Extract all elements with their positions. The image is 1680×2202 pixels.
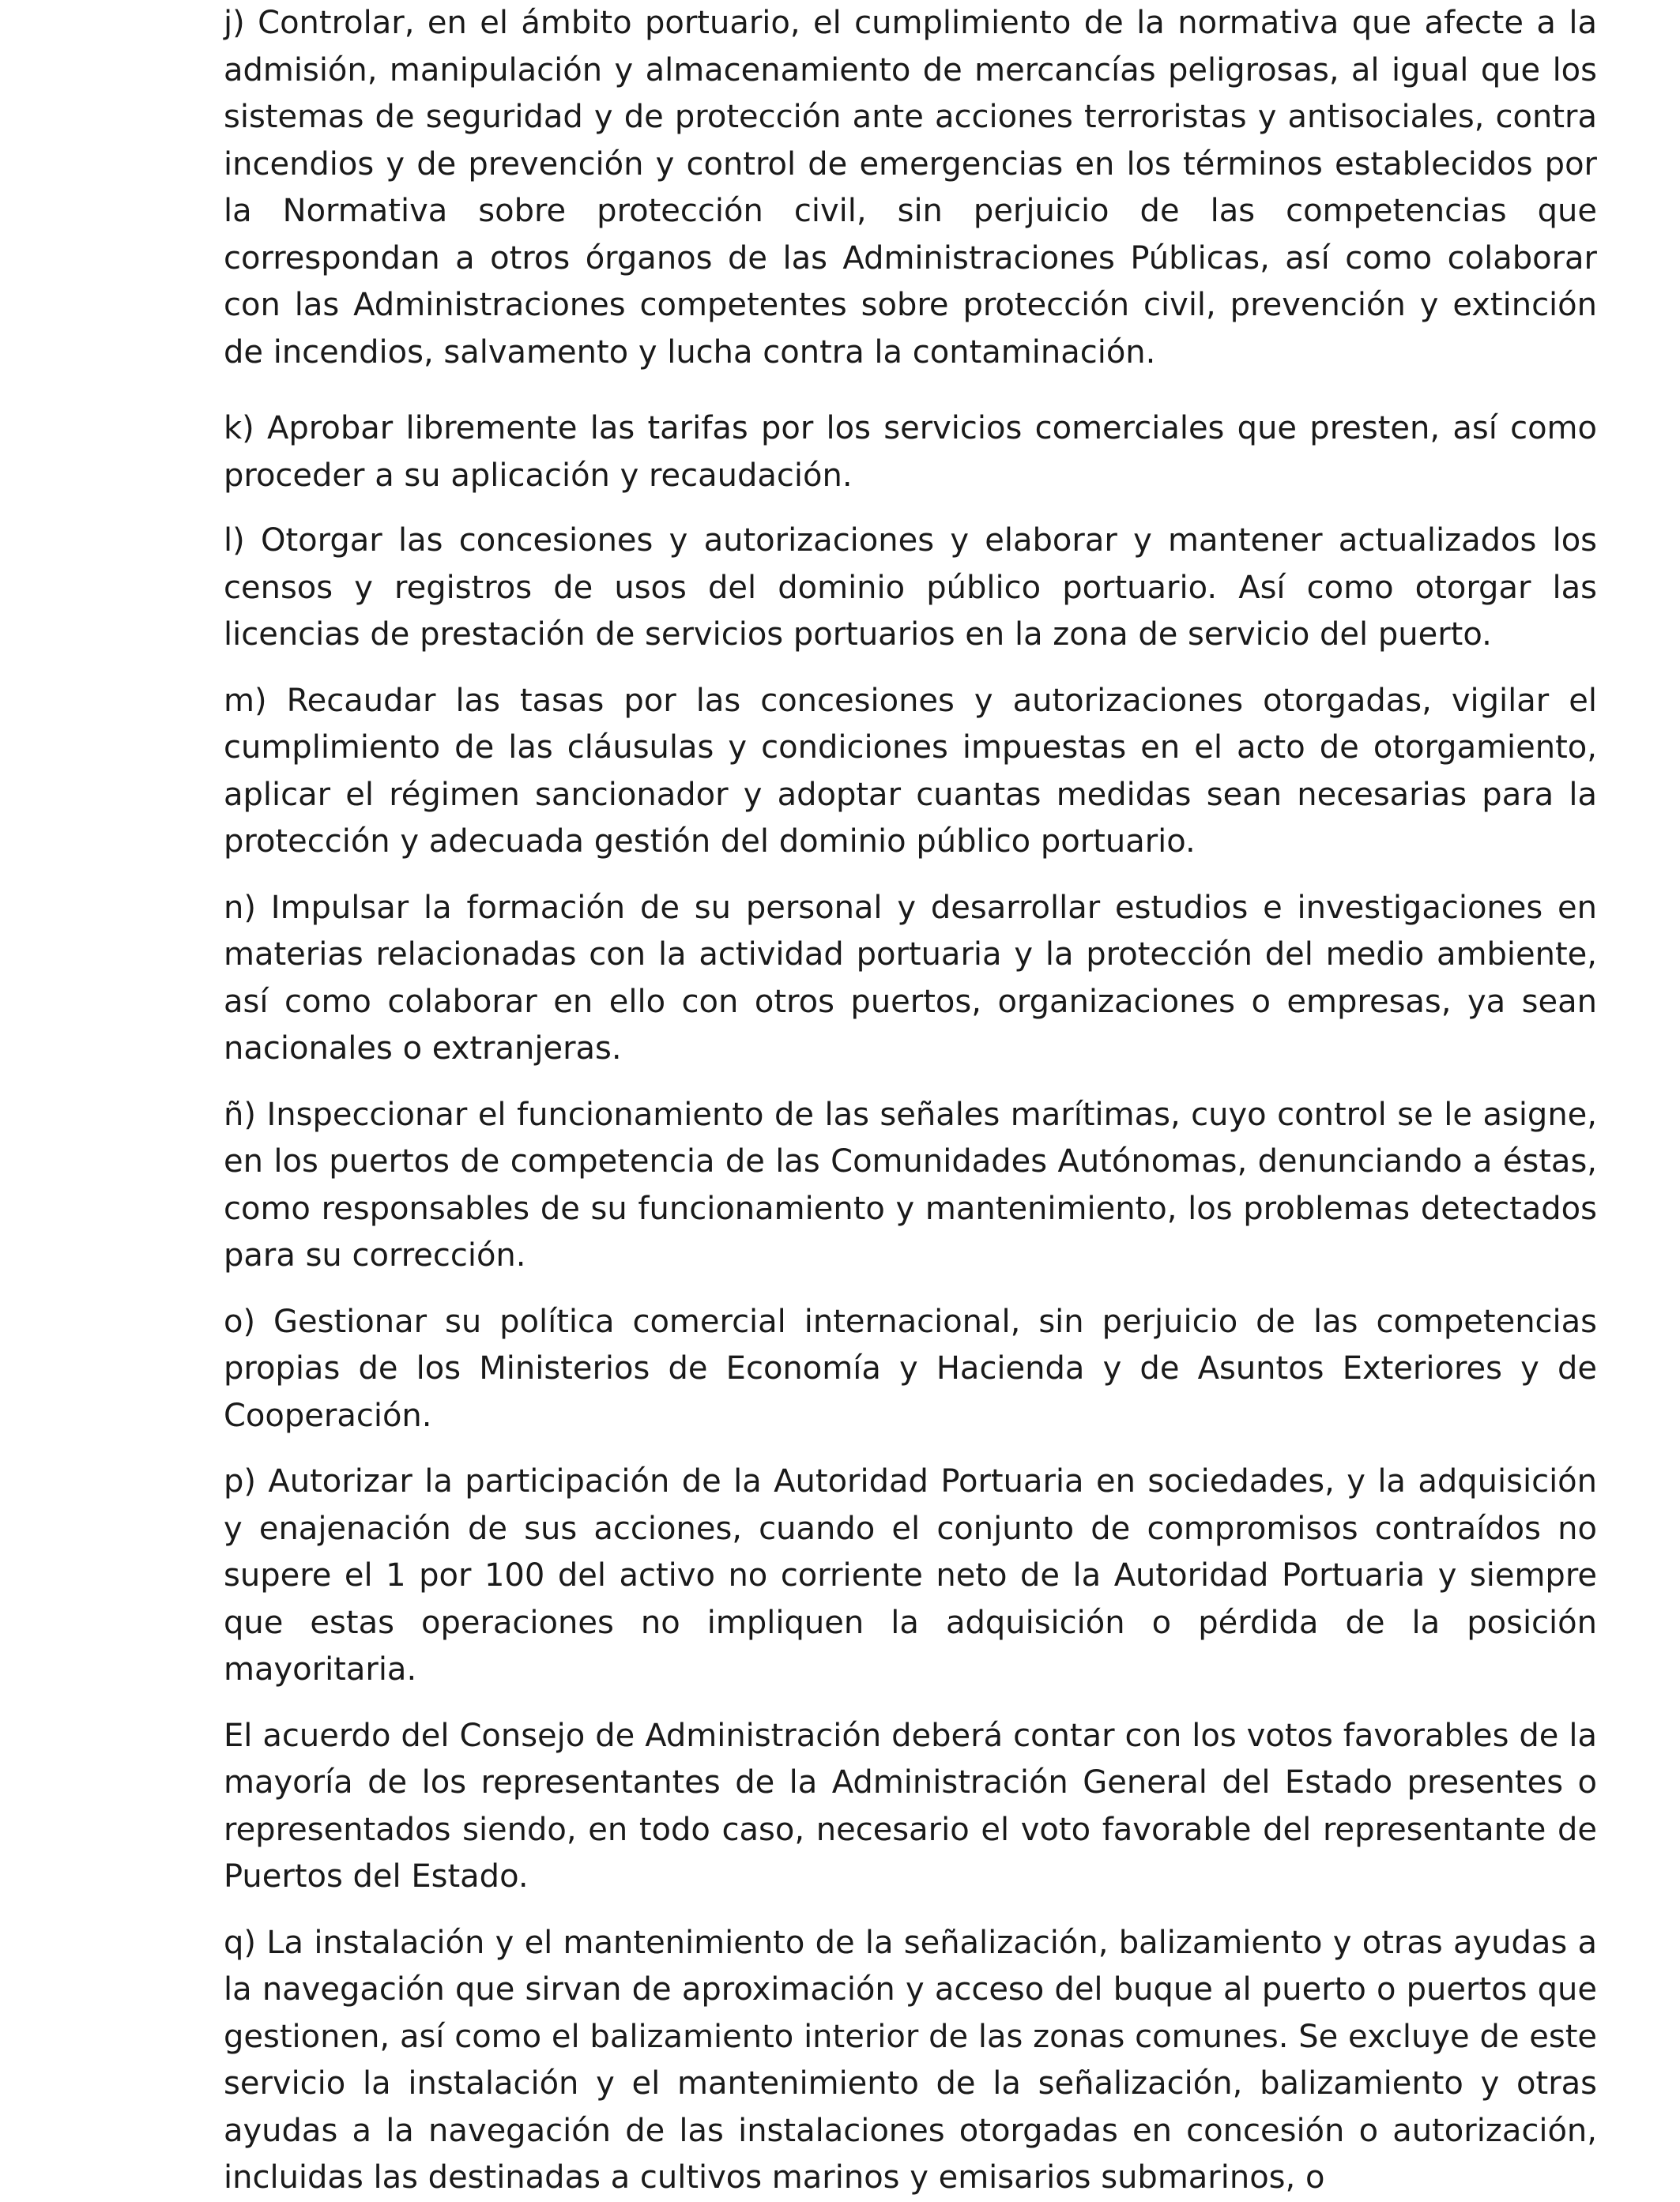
paragraph-m: m) Recaudar las tasas por las concesiones y autorizaciones otorgadas, vigilar el cumplimiento de las cláusulas y condiciones impuestas en el acto de otorgamiento, aplicar el régimen sancionador y adoptar cuantas medidas sean necesarias para la protección y adecuada gestión del dominio público portuario. [224, 682, 1597, 860]
paragraph-n: n) Impulsar la formación de su personal y desarrollar estudios e investigaciones en materias relacionadas con la actividad portuaria y la protección del medio ambiente, así como colaborar en ello con otros puertos, organizaciones o empresas, ya sean nacionales o extranjeras. [224, 889, 1597, 1067]
paragraph-o: o) Gestionar su política comercial internacional, sin perjuicio de las competencias propias de los Ministerios de Economía y Hacienda y de Asuntos Exteriores y de Cooperación. [224, 1303, 1597, 1434]
paragraph-j: j) Controlar, en el ámbito portuario, el cumplimiento de la normativa que afecte a la admisión, manipulación y almacenamiento de mercancías peligrosas, al igual que los sistemas de seguridad y de protección ante acciones terroristas y antisociales, contra incendios y de prevención y control de emergencias en los términos establecidos por la Normativa sobre protección civil, sin perjuicio de las competencias que correspondan a otros órganos de las Administraciones Públicas, así como colaborar con las Administraciones competentes sobre protección civil, prevención y extinción de incendios, salvamento y lucha contra la contaminación. [224, 5, 1597, 371]
paragraph-p: p) Autorizar la participación de la Autoridad Portuaria en sociedades, y la adquisición y enajenación de sus acciones, cuando el conjunto de compromisos contraídos no supere el 1 por 100 del activo no corriente neto de la Autoridad Portuaria y siempre que estas operaciones no impliquen la adquisición o pérdida de la posición mayoritaria. [224, 1463, 1597, 1688]
paragraph-acuerdo: El acuerdo del Consejo de Administración deberá contar con los votos favorables de la mayoría de los representantes de la Administración General del Estado presentes o representados siendo, en todo caso, necesario el voto favorable del representante de Puertos del Estado. [224, 1717, 1597, 1895]
paragraph-k: k) Aprobar libremente las tarifas por los servicios comerciales que presten, así como proceder a su aplicación y recaudación. [224, 410, 1597, 494]
paragraph-q: q) La instalación y el mantenimiento de la señalización, balizamiento y otras ayudas a la navegación que sirvan de aproximación y acceso del buque al puerto o puertos que gestionen, así como el balizamiento interior de las zonas comunes. Se excluye de este servicio la instalación y el mantenimiento de la señalización, balizamiento y otras ayudas a la navegación de las instalaciones otorgadas en concesión o autorización, incluidas las destinadas a cultivos marinos y emisarios submarinos, o [224, 1924, 1597, 2196]
paragraph-l: l) Otorgar las concesiones y autorizaciones y elaborar y mantener actualizados los censos y registros de usos del dominio público portuario. Así como otorgar las licencias de prestación de servicios portuarios en la zona de servicio del puerto. [224, 522, 1597, 653]
paragraph-enye: ñ) Inspeccionar el funcionamiento de las señales marítimas, cuyo control se le asigne, en los puertos de competencia de las Comunidades Autónomas, denunciando a éstas, como responsables de su funcionamiento y mantenimiento, los problemas detectados para su corrección. [224, 1096, 1597, 1274]
document-page [224, 0, 1597, 2202]
